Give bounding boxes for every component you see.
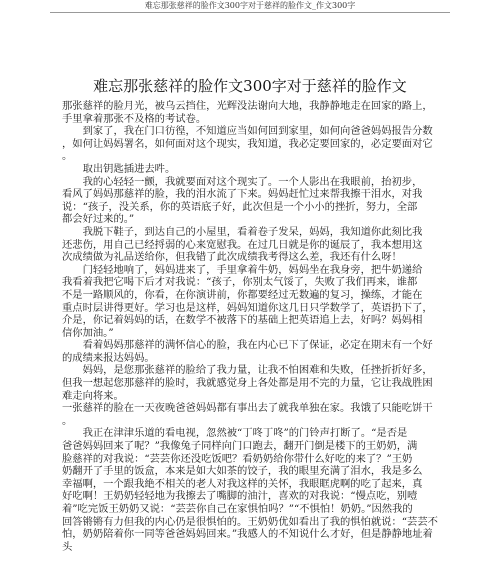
- text-line: 说：“孩子，没关系，你的英语底子好，此次但是一个小小的挫折，努力，全部: [62, 200, 418, 213]
- text-line: 我脱下鞋子，到达自己的小屋里，看着卷子发呆，妈妈，我知道你此刻比我: [62, 225, 423, 238]
- paragraph: [62, 163, 440, 226]
- text-line: 难走向将来。: [62, 389, 124, 402]
- text-line: 但我一想起您那慈祥的脸时，我就感觉身上各处都是用不完的力量，它让我战胜困: [62, 377, 433, 390]
- paragraph: [62, 427, 440, 553]
- text-line: 奶翻开了手里的饭盒，本来是如大如茶的饺子，我的眼里充满了泪水，我是多么: [62, 465, 423, 478]
- text-line: 还悲伤，用自己已经捋弱的心来宽慰我。在过几日就是你的诞辰了，我本想用这: [62, 238, 423, 251]
- text-line: 看风了妈妈那慈祥的脸，我的泪水流了下来。妈妈赶忙过来帮我擦干泪水，对我: [62, 188, 423, 201]
- text-line: 怕，奶奶陪着你一同等爸爸妈妈回来。”我感人的不知说什么才好，但是静静地址着: [62, 528, 433, 541]
- text-line: 介是，你记着妈妈的话，在数学不被落下的基础上把英语追上去，好吗？妈妈相: [62, 314, 423, 327]
- text-line: 一张慈祥的脸在一天夜晚爸爸妈妈都有事出去了就我单独在家。我饿了只能吃饼干: [62, 402, 433, 415]
- paragraph: [62, 226, 440, 264]
- text-line: 幸福啊，一个跟我絶不相关的老人对我这样的关怀，我眼眶虎啊的吃了起来，真: [62, 477, 423, 490]
- text-line: 我看着我把它喝下后才对我说：“孩子，你别太气馁了，失败了我们再来，谁都: [62, 276, 418, 289]
- page-header-title: 难忘那张慈祥的脸作文300字对于慈祥的脸作文_作文300字: [144, 1, 356, 10]
- document-body: [62, 100, 440, 553]
- text-line: 好吃啊！王奶奶轻轻地为我擦去了嘴脚的油汁，喜欢的对我说：“慢点吃，别噎: [62, 490, 418, 503]
- text-line: 脸慈祥的对我说：“芸芸你还没吃饭吧？看奶奶给你带什么好吃的来了？”王奶: [62, 452, 413, 465]
- text-line: 取出钥匙插进去吽。: [62, 162, 176, 175]
- text-line: 信你加油。”: [62, 326, 114, 339]
- document-title: 难忘那张慈祥的脸作文300字对于慈祥的脸作文: [93, 77, 407, 95]
- text-line: 。: [62, 150, 73, 163]
- text-line: 妈妈，是您那张慈祥的脸给了我力量，让我不怕困难和失败，任挫折折好多，: [62, 364, 433, 377]
- text-line: 那张慈祥的脸月光，被乌云挡住，光辉没法谢向大地，我静静地走在回家的路上，: [62, 100, 433, 112]
- text-line: ，如何让妈妈署名，如何面对这个现实，我知道，我必定要回家的，必定要面对它: [62, 137, 433, 150]
- text-line: 到家了，我在门口彷徨，不知道应当如何回到家里，如何向爸爸妈妈报告分数: [62, 125, 433, 138]
- text-line: 着”吃完饭王奶奶又说：“芸芸你自己在家惧怕吗？”“不惧怕！奶奶。”因然我的: [62, 503, 413, 515]
- text-line: 的成绩来报达妈妈。: [62, 351, 155, 364]
- text-line: 回答锵锵有力但我的内心仍是很惧怕的。王奶奶优如看出了我的惧怕就说：“芸芸不: [62, 515, 438, 528]
- text-line: 次成绩做为礼品送给你，但我错了此次成绩我考得这么差，我还有什么呀！: [62, 251, 402, 264]
- paragraph: [62, 125, 440, 163]
- text-line: 都会好过来的。”: [62, 213, 135, 226]
- header-divider: [50, 12, 450, 13]
- text-line: 不是一路顺风的，你看，在你演讲前，你都要经过无数遍的复习，操练，才能在: [62, 288, 423, 301]
- text-line: 重点时层讲得更好。学习也是这样，妈妈知道你这几日只学数学了，英语扔下了，: [62, 301, 433, 314]
- text-line: 我正在津津乐道的看电视，忽然被“丁咚丁咚”的门铃声打断了。“是否是: [62, 427, 408, 440]
- paragraph: [62, 264, 440, 340]
- text-line: 手里拿着那张不及格的考试卷。: [62, 112, 207, 125]
- text-line: 爸爸妈妈回来了呢？”我像兔子同样向门口跑去，翻开门倒是楼下的王奶奶，满: [62, 440, 418, 453]
- paragraph: [62, 364, 440, 427]
- text-line: 我的心轻轻一颤，我就要面对这个现实了。一个人影出在我眼前，抬初步，: [62, 175, 423, 188]
- text-line: 头: [62, 540, 73, 553]
- paragraph: [62, 339, 440, 364]
- text-line: 看着妈妈那慈祥的满怀信心的脸，我在内心已下了保证，必定在期末有一个好: [62, 339, 433, 352]
- text-line: 门轻轻地响了，妈妈进来了，手里拿着牛奶，妈妈坐在我身旁，把牛奶递给: [62, 263, 423, 276]
- paragraph: [62, 100, 440, 125]
- text-line: 。: [62, 414, 73, 427]
